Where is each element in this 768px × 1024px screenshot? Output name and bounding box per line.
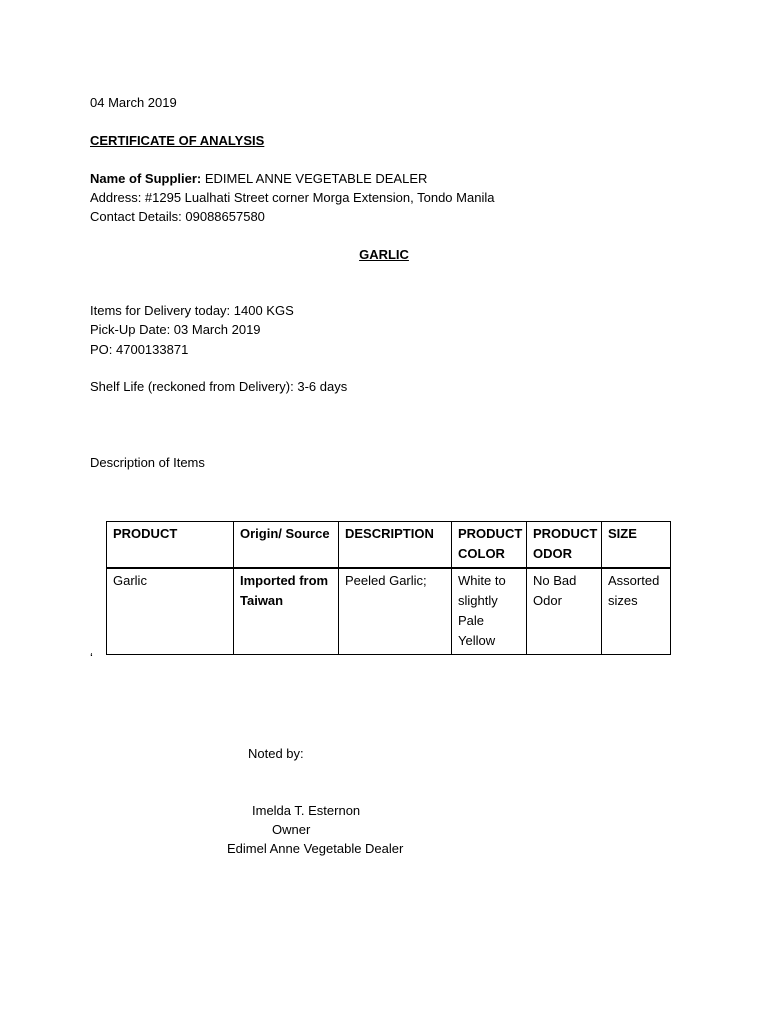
signatory-name: Imelda T. Esternon — [252, 803, 361, 818]
cell-product-color: White to slightly Pale Yellow — [452, 568, 527, 655]
header-origin-source: Origin/ Source — [234, 522, 339, 569]
header-product: PRODUCT — [107, 522, 234, 569]
description-heading: Description of Items — [90, 455, 205, 470]
product-heading — [0, 245, 768, 264]
cell-product-odor: No Bad Odor — [527, 568, 602, 655]
cell-size: Assorted sizes — [602, 568, 671, 655]
shelf-life: Shelf Life (reckoned from Delivery): 3-6 days — [90, 379, 348, 394]
document-date: 04 March 2019 — [90, 95, 177, 110]
signatory-title: Owner — [272, 822, 311, 837]
document-title: CERTIFICATE OF ANALYSIS — [90, 133, 265, 148]
supplier-contact: Contact Details: 09088657580 — [90, 209, 265, 224]
noted-by-label: Noted by: — [248, 746, 304, 761]
stray-mark: ‘ — [90, 650, 93, 665]
cell-description: Peeled Garlic; — [339, 568, 452, 655]
product-heading-text: GARLIC — [359, 247, 409, 262]
header-size: SIZE — [602, 522, 671, 569]
supplier-address: Address: #1295 Lualhati Street corner Morga Extension, Tondo Manila — [90, 190, 495, 205]
table-header-row — [107, 522, 671, 569]
supplier-line — [90, 169, 427, 188]
items-table — [106, 521, 671, 655]
header-product-color: PRODUCT COLOR — [452, 522, 527, 569]
supplier-label: Name of Supplier: — [90, 171, 202, 186]
table-row — [107, 568, 671, 655]
po-number: PO: 4700133871 — [90, 342, 189, 357]
supplier-name: EDIMEL ANNE VEGETABLE DEALER — [201, 171, 428, 186]
pickup-date: Pick-Up Date: 03 March 2019 — [90, 322, 261, 337]
cell-product: Garlic — [107, 568, 234, 655]
header-description: DESCRIPTION — [339, 522, 452, 569]
cell-origin-source: Imported from Taiwan — [234, 568, 339, 655]
header-product-odor: PRODUCT ODOR — [527, 522, 602, 569]
signatory-company: Edimel Anne Vegetable Dealer — [227, 841, 404, 856]
items-for-delivery: Items for Delivery today: 1400 KGS — [90, 303, 294, 318]
